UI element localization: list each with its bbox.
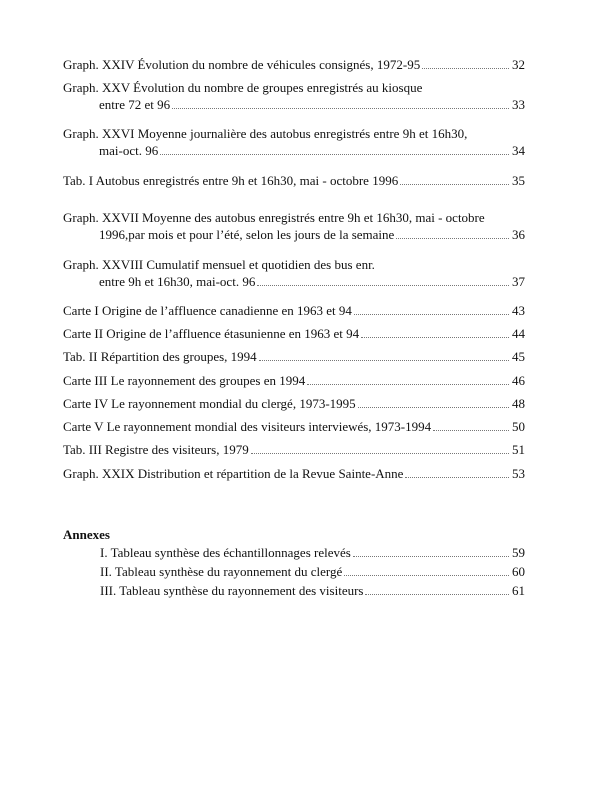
toc-entry-page: 33 [512, 97, 525, 112]
dot-leader [307, 384, 509, 385]
toc-entry-page: 50 [512, 419, 525, 434]
annex-entry [100, 582, 525, 599]
annex-entry-page: 60 [512, 564, 525, 579]
dot-leader [361, 337, 509, 338]
toc-entry-title: Carte III Le rayonnement des groupes en 1994 [63, 373, 306, 388]
toc-entry-title-cont: mai-oct. 96 [99, 143, 159, 158]
toc-entry [63, 302, 525, 319]
toc-entry-title: Graph. XXV Évolution du nombre de groupes enregistrés au kiosque [63, 80, 423, 95]
annex-entry-title: II. Tableau synthèse du rayonnement du clergé [100, 564, 343, 579]
toc-entry-page: 44 [512, 326, 525, 341]
dot-leader [344, 575, 509, 576]
toc-entry-page: 45 [512, 349, 525, 364]
toc-entry-page: 35 [512, 173, 525, 188]
toc-entry [63, 125, 525, 159]
toc-entry-page: 43 [512, 303, 525, 318]
toc-entry [63, 172, 525, 189]
toc-entry-page: 51 [512, 442, 525, 457]
toc-entry-title: Graph. XXVII Moyenne des autobus enregistrés entre 9h et 16h30, mai - octobre [63, 210, 485, 225]
dot-leader [259, 360, 509, 361]
annex-entry-title: I. Tableau synthèse des échantillonnages relevés [100, 545, 351, 560]
toc-entry [63, 395, 525, 412]
toc-entry-title-cont: entre 72 et 96 [99, 97, 171, 112]
dot-leader [396, 238, 509, 239]
toc-entry [63, 56, 525, 73]
toc-entry [63, 325, 525, 342]
annexes-heading: Annexes [63, 527, 110, 542]
toc-entry-title: Tab. II Répartition des groupes, 1994 [63, 349, 257, 364]
toc-entry [63, 418, 525, 435]
toc-entry-title: Carte I Origine de l’affluence canadienne en 1963 et 94 [63, 303, 352, 318]
annex-entry-title: III. Tableau synthèse du rayonnement des visiteurs [100, 583, 364, 598]
toc-entry-title: Carte IV Le rayonnement mondial du clergé, 1973-1995 [63, 396, 356, 411]
toc-entry [63, 372, 525, 389]
toc-entry-title: Graph. XXIV Évolution du nombre de véhicules consignés, 1972-95 [63, 57, 421, 72]
annex-entry-page: 61 [512, 583, 525, 598]
dot-leader [422, 68, 509, 69]
toc-entry-page: 34 [512, 143, 525, 158]
dot-leader [365, 594, 509, 595]
dot-leader [358, 407, 509, 408]
dot-leader [251, 453, 509, 454]
toc-entry-title-cont: entre 9h et 16h30, mai-oct. 96 [99, 274, 256, 289]
dot-leader [400, 184, 509, 185]
toc-entry [63, 256, 525, 290]
dot-leader [354, 314, 509, 315]
toc-entry [63, 79, 525, 113]
annex-entry [100, 563, 525, 580]
annex-entry [100, 544, 525, 561]
annex-entry-page: 59 [512, 545, 525, 560]
dot-leader [257, 285, 509, 286]
dot-leader [353, 556, 509, 557]
toc-entry-page: 48 [512, 396, 525, 411]
dot-leader [172, 108, 509, 109]
toc-entry-title: Carte V Le rayonnement mondial des visiteurs interviewés, 1973-1994 [63, 419, 432, 434]
toc-entry-page: 46 [512, 373, 525, 388]
toc-entry-title: Graph. XXVI Moyenne journalière des autobus enregistrés entre 9h et 16h30, [63, 126, 468, 141]
toc-entry-page: 32 [512, 57, 525, 72]
toc-entry-title: Carte II Origine de l’affluence étasunienne en 1963 et 94 [63, 326, 360, 341]
toc-entry-page: 37 [512, 274, 525, 289]
toc-entry [63, 348, 525, 365]
dot-leader [433, 430, 509, 431]
toc-entry-page: 53 [512, 466, 525, 481]
toc-entry [63, 209, 525, 243]
toc-entry [63, 441, 525, 458]
dot-leader [405, 477, 509, 478]
toc-entry-title: Tab. III Registre des visiteurs, 1979 [63, 442, 249, 457]
toc-entry-title: Graph. XXIX Distribution et répartition de la Revue Sainte-Anne [63, 466, 404, 481]
toc-entry-title-cont: 1996,par mois et pour l’été, selon les jours de la semaine [99, 227, 395, 242]
toc-entry [63, 465, 525, 482]
dot-leader [160, 154, 509, 155]
toc-entry-title: Graph. XXVIII Cumulatif mensuel et quotidien des bus enr. [63, 257, 375, 272]
toc-entry-page: 36 [512, 227, 525, 242]
toc-entry-title: Tab. I Autobus enregistrés entre 9h et 16h30, mai - octobre 1996 [63, 173, 399, 188]
